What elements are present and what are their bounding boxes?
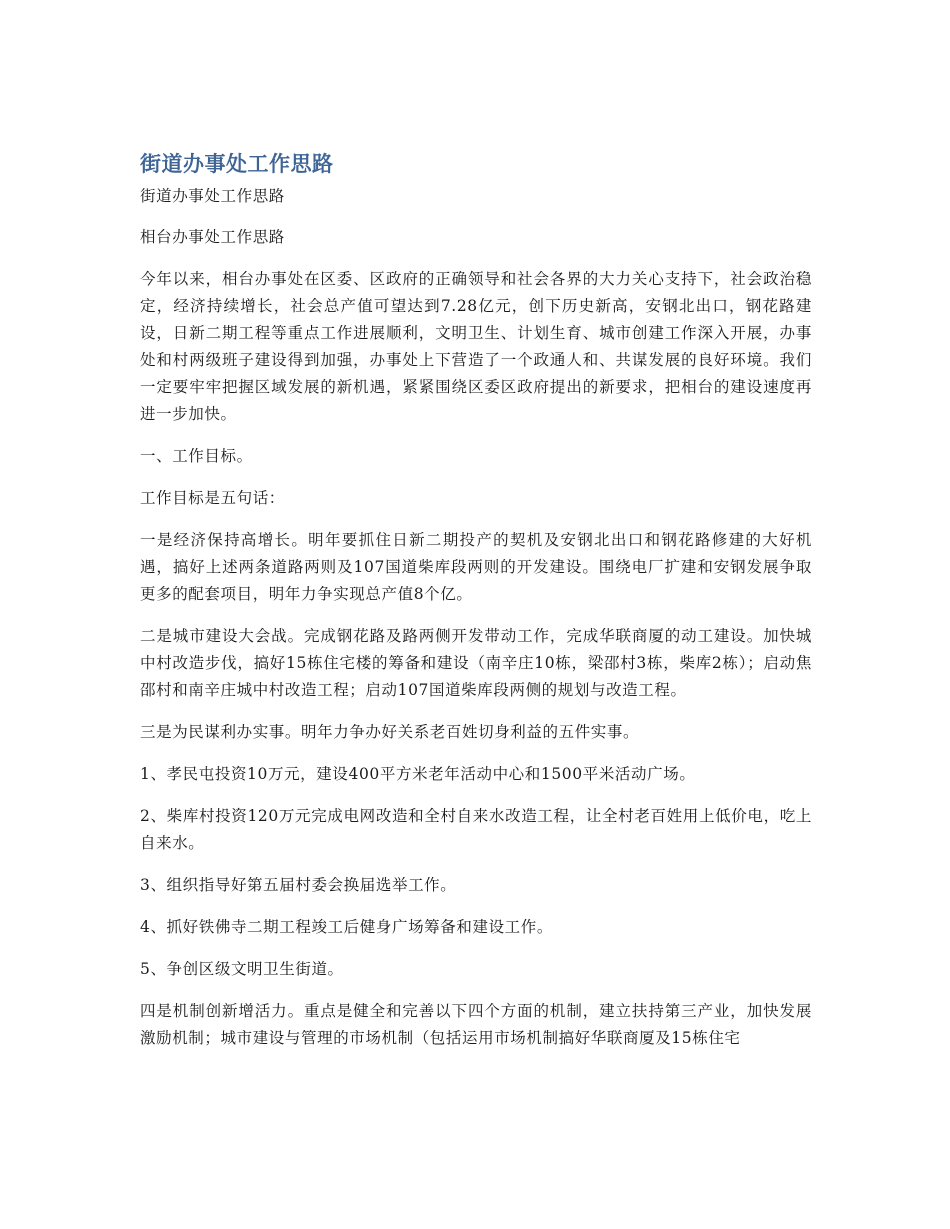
paragraph-goals-summary: 工作目标是五句话： [140, 489, 285, 507]
paragraph-goal-mechanism: 四是机制创新增活力。重点是健全和完善以下四个方面的机制，建立扶持第三产业，加快发展激励机制；城市建设与管理的市场机制（包括运用市场机制搞好华联商厦及15栋住宅 [140, 1002, 812, 1047]
paragraph-goal-economy: 一是经济保持高增长。明年要抓住日新二期投产的契机及安钢北出口和钢花路修建的大好机遇，搞好上述两条道路两则及107国道柴库段两则的开发建设。围绕电厂扩建和安钢发展争取更多的配套项目，明年力争实现总产值8个亿。 [140, 531, 812, 603]
document-title: 街道办事处工作思路 [140, 152, 334, 176]
list-item-3: 3、组织指导好第五届村委会换届选举工作。 [140, 876, 457, 894]
paragraph-intro: 今年以来，相台办事处在区委、区政府的正确领导和社会各界的大力关心支持下，社会政治稳定，经济持续增长，社会总产值可望达到7.28亿元，创下历史新高，安钢北出口，钢花路建设，日新二期工程等重点工作进展顺利，文明卫生、计划生育、城市创建工作深入开展，办事处和村两级班子建设得到加强，办事处上下营造了一个政通人和、共谋发展的良好环境。我们一定要牢牢把握区域发展的新机遇，紧紧围绕区委区政府提出的新要求，把相台的建设速度再进一步加快。 [140, 270, 812, 423]
document-page [140, 149, 812, 1067]
section-heading-goals: 一、工作目标。 [140, 447, 253, 465]
paragraph-subtitle: 街道办事处工作思路 [140, 187, 285, 205]
list-item-5: 5、争创区级文明卫生街道。 [140, 960, 344, 978]
paragraph-goal-livelihood: 三是为民谋利办实事。明年力争办好关系老百姓切身利益的五件实事。 [140, 723, 640, 741]
list-item-1: 1、孝民屯投资10万元，建设400平方米老年活动中心和1500平米活动广场。 [140, 765, 696, 783]
list-item-4: 4、抓好铁佛寺二期工程竣工后健身广场筹备和建设工作。 [140, 918, 553, 936]
paragraph-goal-construction: 二是城市建设大会战。完成钢花路及路两侧开发带动工作，完成华联商厦的动工建设。加快城中村改造步伐，搞好15栋住宅楼的筹备和建设（南辛庄10栋，梁邵村3栋，柴库2栋）；启动焦邵村和南辛庄城中村改造工程；启动107国道柴库段两侧的规划与改造工程。 [140, 627, 812, 699]
list-item-2: 2、柴库村投资120万元完成电网改造和全村自来水改造工程，让全村老百姓用上低价电，吃上自来水。 [140, 807, 812, 852]
paragraph-office-name: 相台办事处工作思路 [140, 228, 285, 246]
